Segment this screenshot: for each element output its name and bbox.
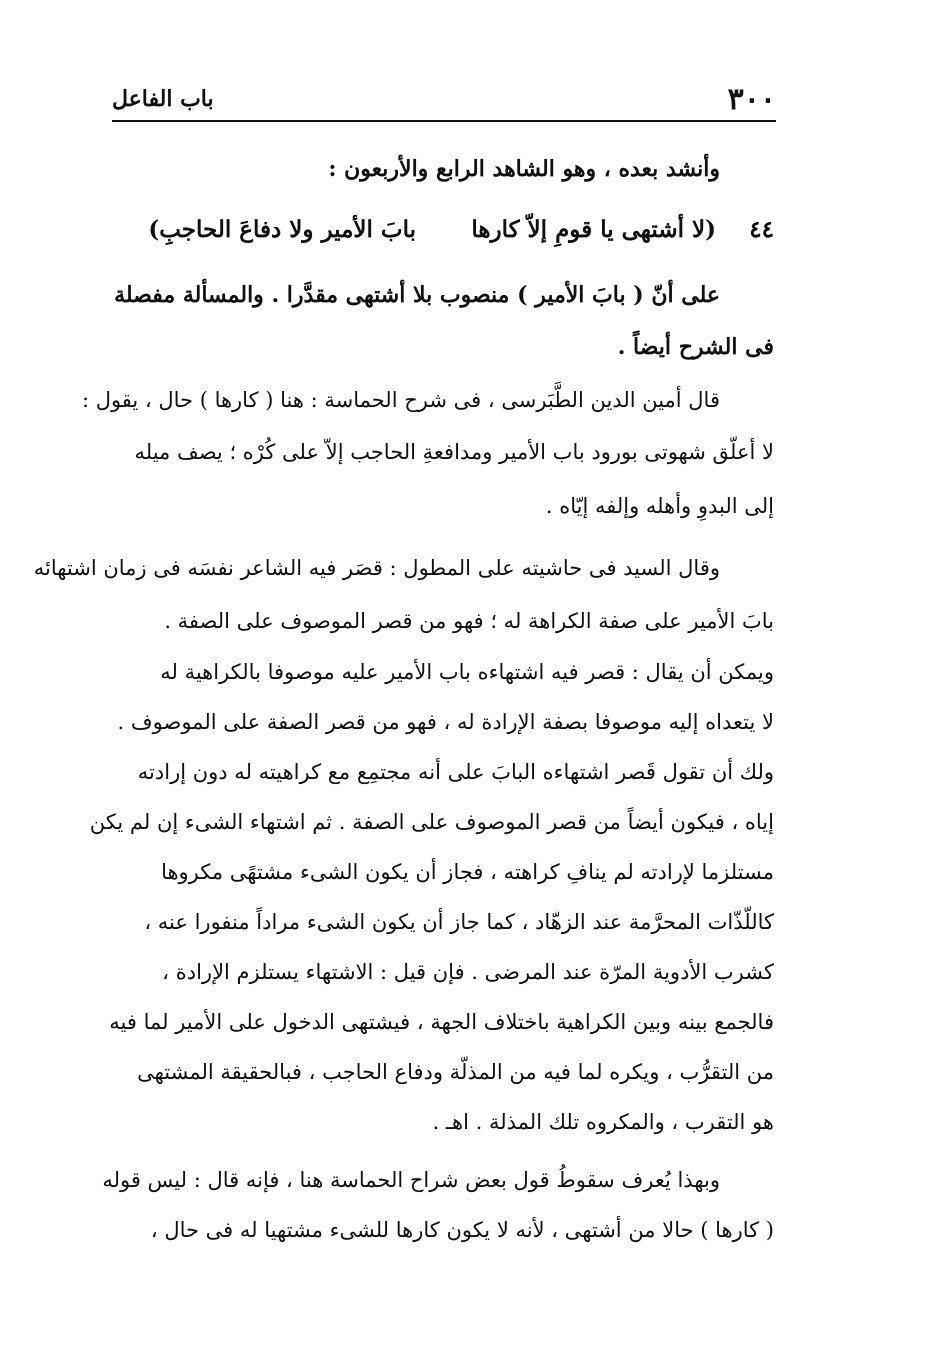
- para3-line10: فالجمع بينه وبين الكراهية باختلاف الجهة ، فيشتهى الدخول على الأمير لما فيه: [109, 1010, 774, 1034]
- intro-line: وأنشد بعده ، وهو الشاهد الرابع والأربعون :: [328, 156, 720, 182]
- page-number: ٣٠٠: [727, 82, 776, 117]
- para3-line6: إياه ، فيكون أيضاً من قصر الموصوف على الصفة . ثم اشتهاء الشىء إن لم يكن: [89, 810, 774, 834]
- para3-line8: كاللّذّات المحرَّمة عند الزهّاد ، كما جاز أن يكون الشىء مراداً منفورا عنه ،: [144, 910, 774, 934]
- para3-line2: بابَ الأمير على صفة الكراهة له ؛ فهو من قصر الموصوف على الصفة .: [164, 609, 774, 633]
- para1-line2: فى الشرح أيضاً .: [617, 334, 774, 360]
- verse-number: ٤٤: [749, 216, 774, 243]
- para4-line1: وبهذا يُعرف سقوطُ قول بعض شراح الحماسة هنا ، فإنه قال : ليس قوله: [102, 1168, 720, 1192]
- para3-line9: كشرب الأدوية المرّة عند المرضى . فإن قيل : الاشتهاء يستلزم الإرادة ،: [162, 960, 774, 984]
- header-rule: [112, 120, 776, 122]
- verse-first-hemistich: (لا أشتهى يا قومِ إلاّ كارها: [471, 216, 716, 243]
- chapter-title: باب الفاعل: [112, 86, 214, 112]
- para3-line7: مستلزما لإرادته لم ينافِ كراهته ، فجاز أن يكون الشىء مشتهًى مكروها: [161, 860, 774, 884]
- para2-line3: إلى البدوِ وأهله وإلفه إيّاه .: [545, 494, 774, 518]
- para3-line5: ولك أن تقول قَصر اشتهاءه البابَ على أنه مجتمِع مع كراهيته له دون إرادته: [137, 760, 774, 784]
- verse-second-hemistich: بابَ الأمير ولا دفاعَ الحاجبِ): [148, 216, 416, 243]
- para3-line3: ويمكن أن يقال : قصر فيه اشتهاءه باب الأمير عليه موصوفا بالكراهية له: [160, 660, 774, 684]
- para3-line11: من التقرُّب ، ويكره لما فيه من المذلّة ودفاع الحاجب ، فبالحقيقة المشتهى: [137, 1060, 774, 1084]
- para2-line1: قال أمين الدين الطَّبَرسى ، فى شرح الحماسة : هنا ( كارها ) حال ، يقول :: [81, 388, 720, 412]
- para2-line2: لا أعلّق شهوتى بورود باب الأمير ومدافعةِ الحاجب إلاّ على كُرْه ؛ يصف ميله: [134, 440, 774, 464]
- para3-line1: وقال السيد فى حاشيته على المطول : قصَر فيه الشاعر نفسَه فى زمان اشتهائه: [33, 556, 720, 580]
- para1-line1: على أنّ ( بابَ الأمير ) منصوب بلا أشتهى مقدَّرا . والمسألة مفصلة: [114, 282, 720, 308]
- para3-line12: هو التقرب ، والمكروه تلك المذلة . اهـ .: [432, 1110, 774, 1134]
- page-header: [112, 78, 776, 118]
- para4-line2: ( كارها ) حالا من أشتهى ، لأنه لا يكون كارها للشىء مشتهيا له فى حال ،: [150, 1218, 774, 1242]
- para3-line4: لا يتعداه إليه موصوفا بصفة الإرادة له ، فهو من قصر الصفة على الموصوف .: [117, 710, 774, 734]
